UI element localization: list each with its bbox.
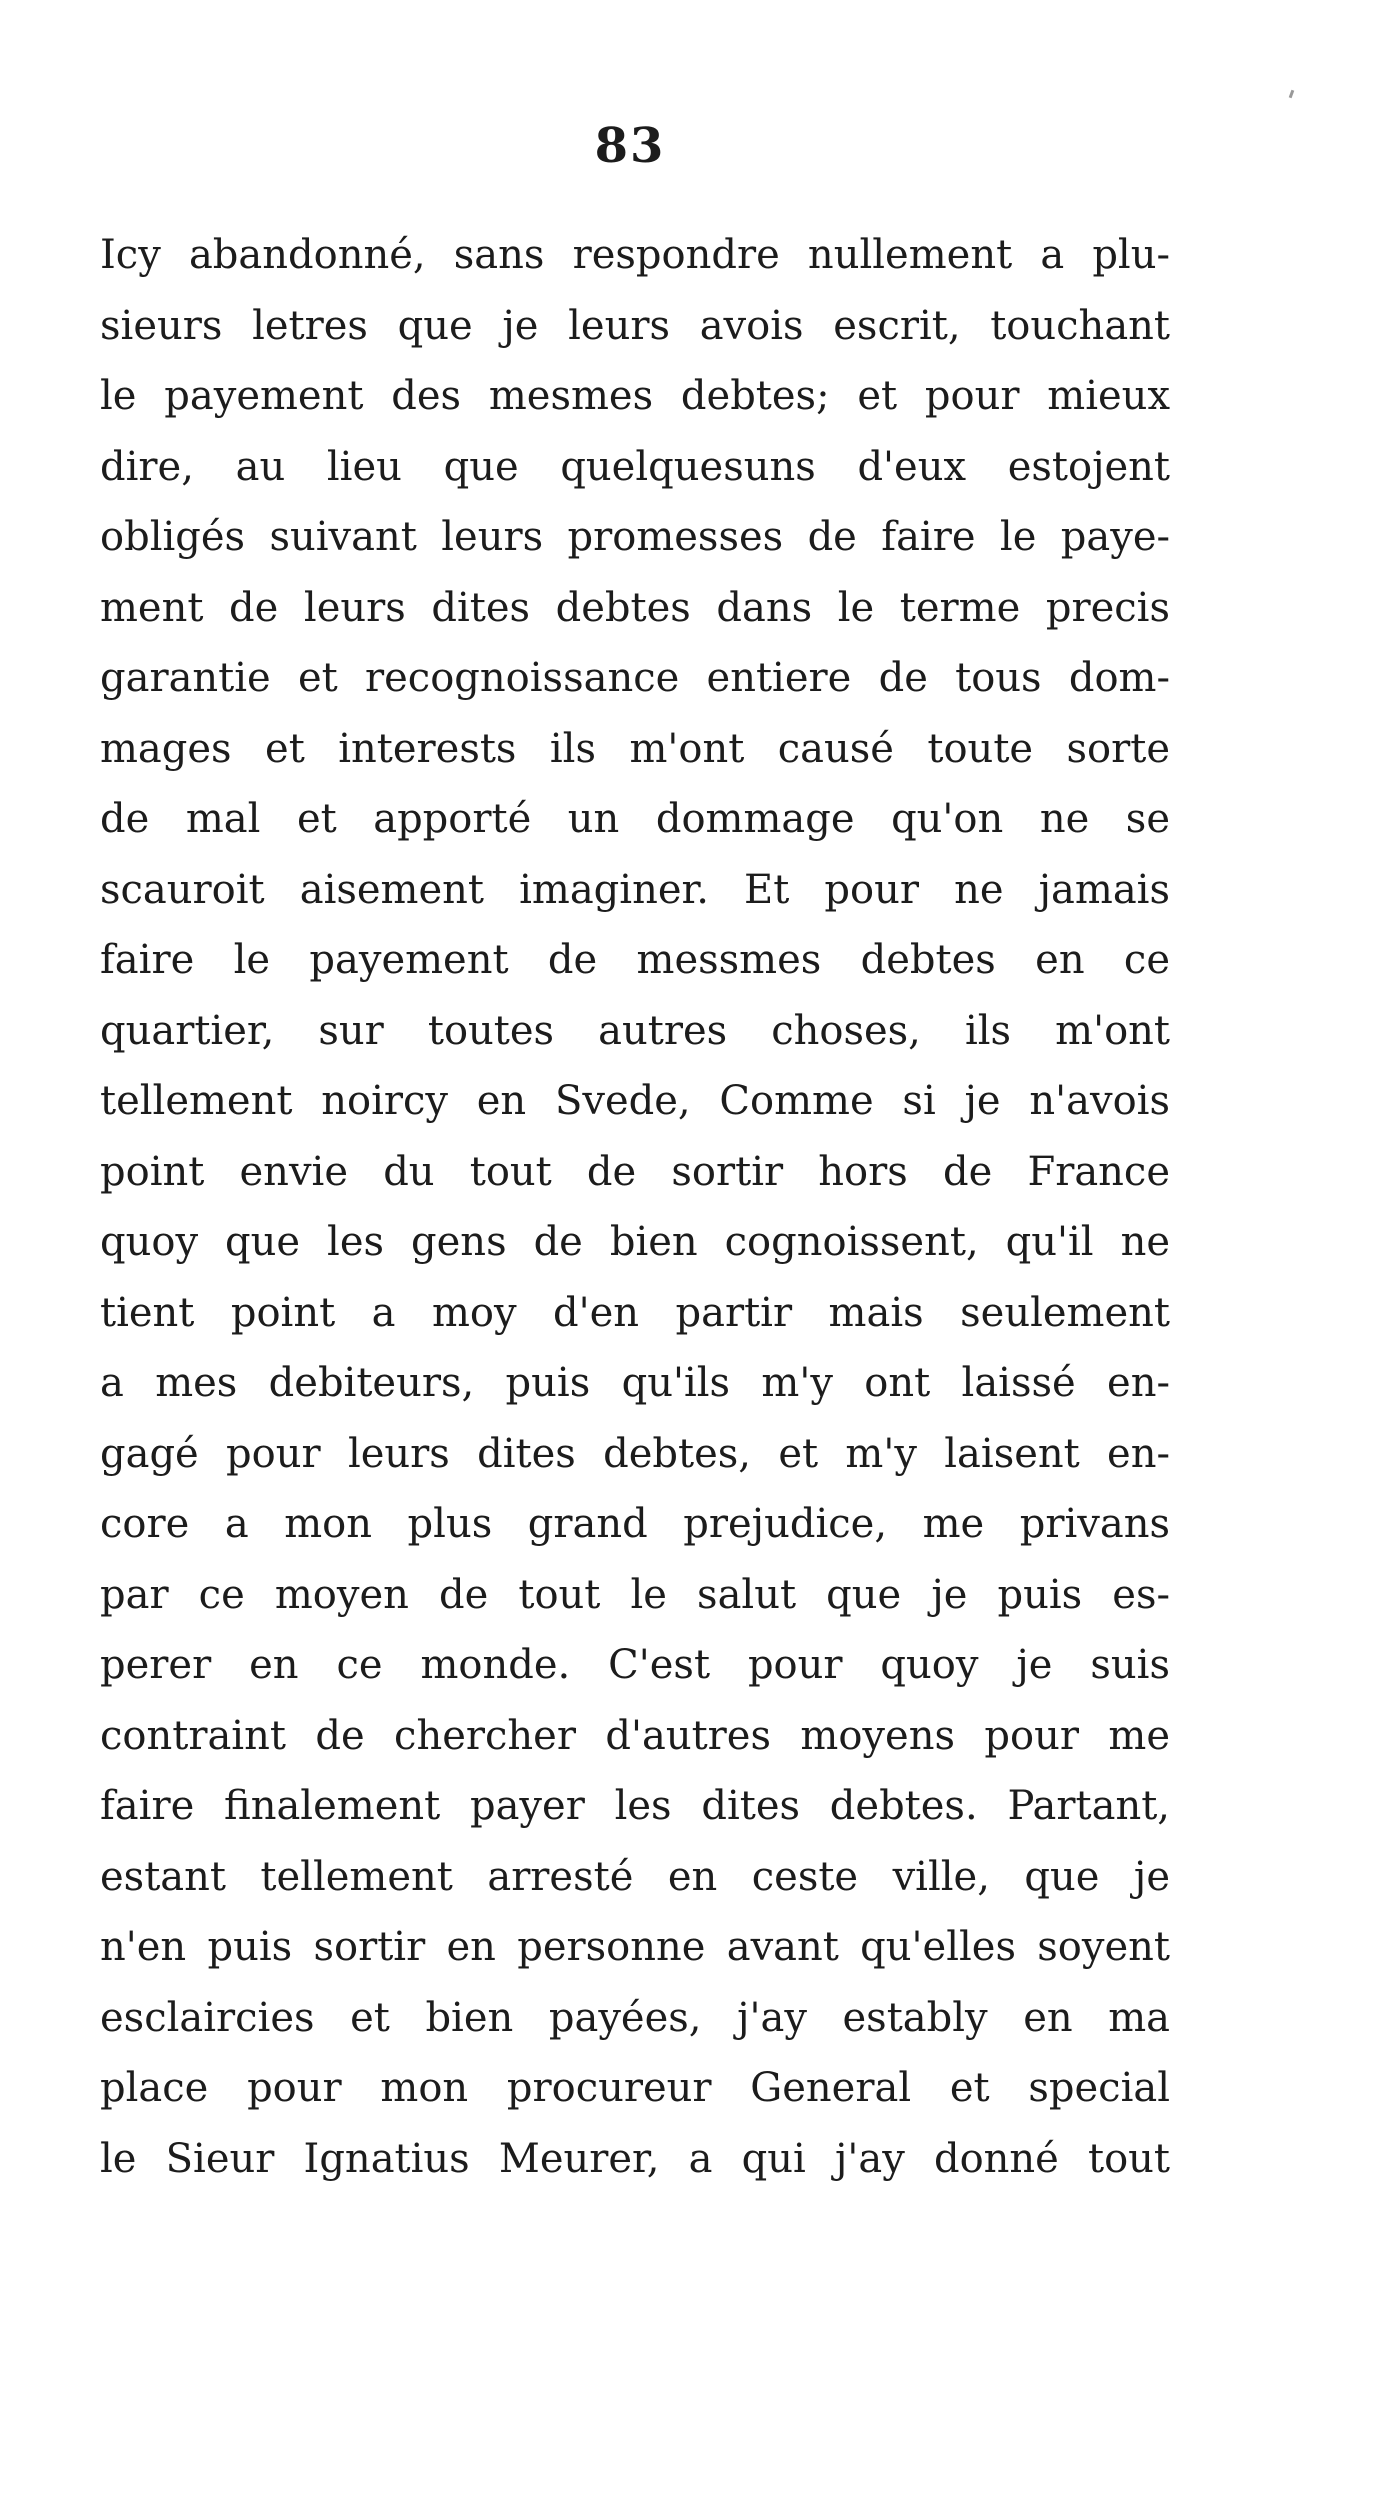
text-line: par ce moyen de tout le salut que je puis es-	[100, 1571, 1170, 1618]
text-line: ment de leurs dites debtes dans le terme precis	[100, 584, 1170, 631]
text-line: tellement noircy en Svede, Comme si je n'avois	[100, 1078, 1170, 1124]
text-line: quartier, sur toutes autres choses, ils m'ont	[100, 1007, 1170, 1054]
text-line: scauroit aisement imaginer. Et pour ne jamais	[100, 866, 1170, 913]
paper-speck	[1289, 90, 1295, 99]
text-line: le payement des mesmes debtes; et pour mieux	[100, 373, 1170, 419]
text-line: mages et interests ils m'ont causé toute sorte	[100, 725, 1170, 772]
text-line: esclaircies et bien payées, j'ay estably en ma	[100, 1994, 1170, 2041]
text-line: perer en ce monde. C'est pour quoy je suis	[100, 1642, 1170, 1688]
text-line: core a mon plus grand prejudice, me privans	[100, 1501, 1170, 1547]
text-line: place pour mon procureur General et special	[100, 2065, 1170, 2111]
text-line: le Sieur Ignatius Meurer, a qui j'ay donné tout	[100, 2135, 1170, 2182]
text-line: a mes debiteurs, puis qu'ils m'y ont laissé en-	[100, 1360, 1170, 1406]
text-line: tient point a moy d'en partir mais seulement	[100, 1289, 1170, 1336]
text-line: de mal et apporté un dommage qu'on ne se	[100, 796, 1170, 842]
text-line: obligés suivant leurs promesses de faire le paye-	[100, 514, 1170, 560]
text-line: contraint de chercher d'autres moyens pour me	[100, 1712, 1170, 1759]
text-line: quoy que les gens de bien cognoissent, qu'il ne	[100, 1219, 1170, 1265]
text-line: point envie du tout de sortir hors de France	[100, 1148, 1170, 1195]
text-line: sieurs letres que je leurs avois escrit, touchant	[100, 302, 1170, 349]
text-line: Icy abandonné, sans respondre nullement a plu-	[100, 232, 1170, 278]
text-line: faire le payement de messmes debtes en ce	[100, 937, 1170, 983]
text-line: estant tellement arresté en ceste ville, que je	[100, 1853, 1170, 1900]
body-text	[100, 220, 1170, 2194]
text-line: garantie et recognoissance entiere de tous dom-	[100, 655, 1170, 701]
text-line: gagé pour leurs dites debtes, et m'y laisent en-	[100, 1430, 1170, 1477]
text-line: faire finalement payer les dites debtes. Partant,	[100, 1783, 1170, 1829]
page-number: 83	[594, 118, 666, 174]
text-line: n'en puis sortir en personne avant qu'elles soyent	[100, 1924, 1170, 1970]
text-line: dire, au lieu que quelquesuns d'eux estojent	[100, 443, 1170, 490]
